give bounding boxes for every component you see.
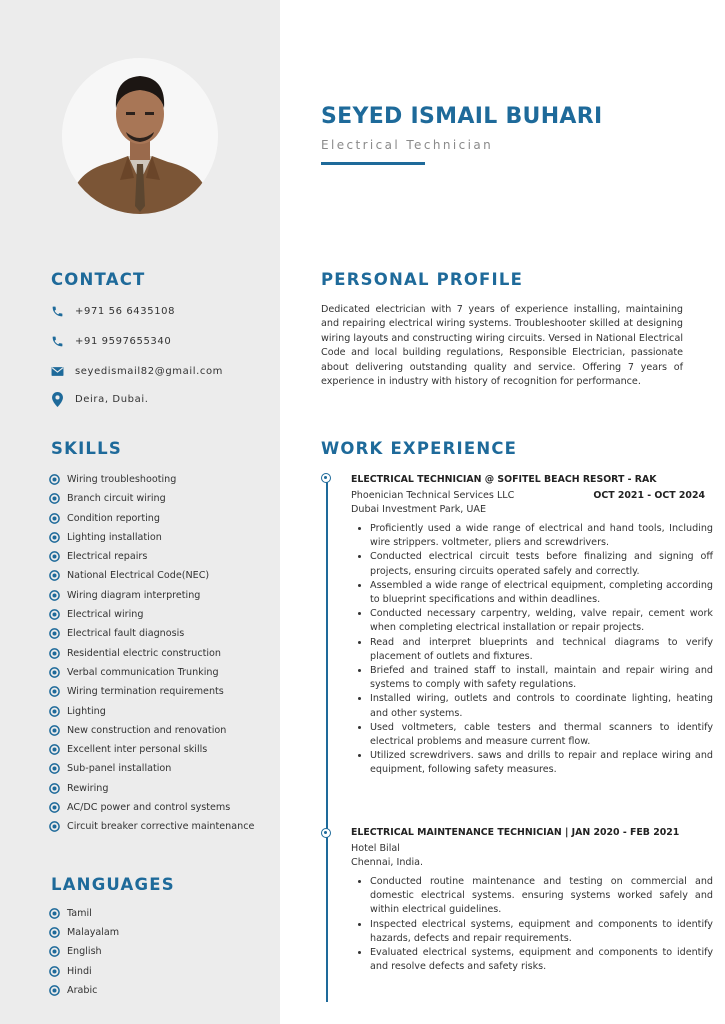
bullet-icon (49, 532, 60, 543)
bullet-icon (49, 590, 60, 601)
list-item-text: Rewiring (67, 782, 109, 794)
list-item-text: National Electrical Code(NEC) (67, 570, 210, 582)
list-item-text: Wiring troubleshooting (67, 474, 177, 485)
job-company-row (351, 489, 713, 503)
bullet-icon (49, 686, 60, 697)
bullet-icon (49, 802, 60, 813)
list-item-text: Arabic (67, 984, 98, 996)
list-item-text: Electrical repairs (67, 551, 148, 563)
job-duties (351, 522, 713, 778)
list-item (49, 984, 249, 997)
list-item-text: Circuit breaker corrective maintenance (67, 821, 255, 833)
duty-item: • Inspected electrical systems, equipment and components to identify hazards, defects and repair requirements. (370, 918, 713, 946)
list-item-text: Wiring termination requirements (67, 686, 224, 698)
list-item (49, 926, 249, 939)
duty-item: • Installed wiring, outlets and controls to coordinate lighting, heating and other systems. (370, 692, 713, 720)
bullet-icon (49, 493, 60, 504)
bullet-icon (49, 648, 60, 659)
contact-text: +971 56 6435108 (75, 305, 176, 317)
list-item (49, 762, 271, 775)
job-company: Hotel Bilal (351, 843, 400, 854)
list-item (49, 782, 271, 795)
list-item (49, 724, 271, 737)
bullet-icon (49, 628, 60, 639)
list-item (49, 685, 271, 698)
job-date: OCT 2021 - OCT 2024 (593, 490, 705, 501)
skills-list (49, 473, 271, 840)
bullet-icon (49, 474, 60, 485)
list-item-text: Lighting (67, 705, 106, 717)
list-item-text: Excellent inter personal skills (67, 744, 208, 756)
list-item (49, 705, 271, 718)
duty-item: • Briefed and trained staff to install, maintain and repair wiring and systems to comply with safety regulations. (370, 664, 713, 692)
bullet-icon (49, 570, 60, 581)
contact-phone-2[interactable] (50, 333, 171, 349)
timeline-line (326, 478, 328, 1002)
profile-heading: PERSONAL PROFILE (321, 270, 524, 289)
timeline-node (321, 828, 331, 838)
bullet-icon (49, 725, 60, 736)
bullet-icon (49, 744, 60, 755)
duty-item: • Used voltmeters, cable testers and thermal scanners to identify electrical problems and measure current flow. (370, 721, 713, 749)
skills-heading: SKILLS (51, 439, 122, 458)
bullet-icon (49, 908, 60, 919)
list-item (49, 608, 271, 621)
duty-item: • Utilized screwdrivers. saws and drills to repair and replace wiring and equipment, following safety measures. (370, 749, 713, 777)
list-item (49, 801, 271, 814)
list-item-text: Tamil (67, 908, 92, 919)
sidebar (0, 0, 280, 1024)
list-item-text: Sub-panel installation (67, 763, 172, 775)
job-location-text: Chennai, India. (351, 857, 424, 868)
list-item-text: Verbal communication Trunking (67, 666, 219, 678)
bullet-icon (49, 609, 60, 620)
bullet-icon (49, 551, 60, 562)
phone-icon (50, 334, 64, 348)
bullet-icon (49, 821, 60, 832)
duty-item: • Read and interpret blueprints and technical diagrams to verify placement of outlets and fixtures. (370, 636, 713, 664)
duty-item: • Proficiently used a wide range of electrical and hand tools, Including wire strippers. voltmeter, pliers and screwdrivers. (370, 522, 713, 550)
duty-item: • Assembled a wide range of electrical equipment, completing according to blueprint specifications and within deadlines. (370, 579, 713, 607)
job-company-row (351, 842, 713, 856)
job-company: Phoenician Technical Services LLC (351, 490, 515, 501)
list-item (49, 647, 271, 660)
job-title: ELECTRICAL TECHNICIAN @ SOFITEL BEACH RESORT - RAK (351, 474, 657, 485)
list-item-text: AC/DC power and control systems (67, 802, 231, 814)
contact-location (50, 391, 149, 407)
list-item-text: Wiring diagram interpreting (67, 589, 201, 601)
list-item-text: English (67, 946, 102, 958)
list-item (49, 512, 271, 525)
contact-text: +91 9597655340 (75, 335, 172, 347)
bullet-icon (49, 966, 60, 977)
list-item (49, 945, 249, 958)
experience-heading: WORK EXPERIENCE (321, 439, 518, 458)
bullet-icon (49, 513, 60, 524)
languages-heading: LANGUAGES (51, 875, 175, 894)
list-item (49, 627, 271, 640)
profile-text: Dedicated electrician with 7 years of experience installing, maintaining and repairing electrical wiring systems. Troubleshooter skilled at designing wiring layouts and constructing wiring circuits. Versed in National Electrical Code and local building regulations, Responsible Electrician, passionate about delivering outstanding quality and service. Offering 7 years of experience in industry with history of recognition for performance. (321, 304, 683, 388)
duty-item: • Conducted necessary carpentry, welding, valve repair, cement work when completing electrical installation or repair projects. (370, 607, 713, 635)
job-duties (351, 875, 713, 974)
contact-text: seyedismail82@gmail.com (75, 365, 224, 377)
contact-email[interactable] (50, 363, 223, 379)
list-item (49, 473, 271, 486)
bullet-icon (49, 667, 60, 678)
list-item-text: Electrical wiring (67, 609, 144, 621)
list-item (49, 550, 271, 563)
title-underline (321, 162, 425, 165)
list-item-text: Residential electric construction (67, 647, 221, 659)
languages-list (49, 907, 249, 1003)
list-item (49, 743, 271, 756)
list-item (49, 531, 271, 544)
list-item-text: New construction and renovation (67, 724, 227, 736)
phone-icon (50, 304, 64, 318)
avatar (62, 58, 218, 214)
duty-item: • Evaluated electrical systems, equipment and components to identify and resolve defects and safety risks. (370, 946, 713, 974)
list-item-text: Condition reporting (67, 512, 160, 524)
list-item (49, 666, 271, 679)
duty-item: • Conducted electrical circuit tests before finalizing and signing off projects, ensuring circuits operated safely and correctly. (370, 550, 713, 578)
bullet-icon (49, 706, 60, 717)
list-item (49, 569, 271, 582)
job-title: ELECTRICAL MAINTENANCE TECHNICIAN | JAN 2020 - FEB 2021 (351, 827, 680, 838)
job-entry (351, 827, 713, 974)
contact-heading: CONTACT (51, 270, 146, 289)
candidate-name: SEYED ISMAIL BUHARI (321, 104, 603, 129)
list-item (49, 820, 271, 833)
job-location (351, 856, 713, 870)
bullet-icon (49, 763, 60, 774)
list-item-text: Electrical fault diagnosis (67, 628, 185, 640)
list-item (49, 907, 249, 920)
duty-item: • Conducted routine maintenance and testing on commercial and domestic electrical systems. ensuring systems worked safely and within electrical guidelines. (370, 875, 713, 918)
bullet-icon (49, 985, 60, 996)
job-location (351, 503, 713, 517)
list-item-text: Hindi (67, 965, 92, 977)
job-location-text: Dubai Investment Park, UAE (351, 504, 487, 515)
contact-text: Deira, Dubai. (75, 393, 149, 405)
list-item-text: Lighting installation (67, 531, 162, 543)
location-pin-icon (50, 392, 64, 406)
job-entry (351, 474, 713, 778)
profile-photo (62, 58, 218, 214)
mail-icon (50, 364, 64, 378)
bullet-icon (49, 783, 60, 794)
bullet-icon (49, 927, 60, 938)
list-item-text: Branch circuit wiring (67, 493, 166, 505)
list-item-text: Malayalam (67, 927, 120, 939)
contact-phone-1[interactable] (50, 303, 175, 319)
timeline-node (321, 473, 331, 483)
list-item (49, 589, 271, 602)
bullet-icon (49, 946, 60, 957)
job-title-subtitle: Electrical Technician (321, 138, 494, 152)
list-item (49, 492, 271, 505)
list-item (49, 965, 249, 978)
